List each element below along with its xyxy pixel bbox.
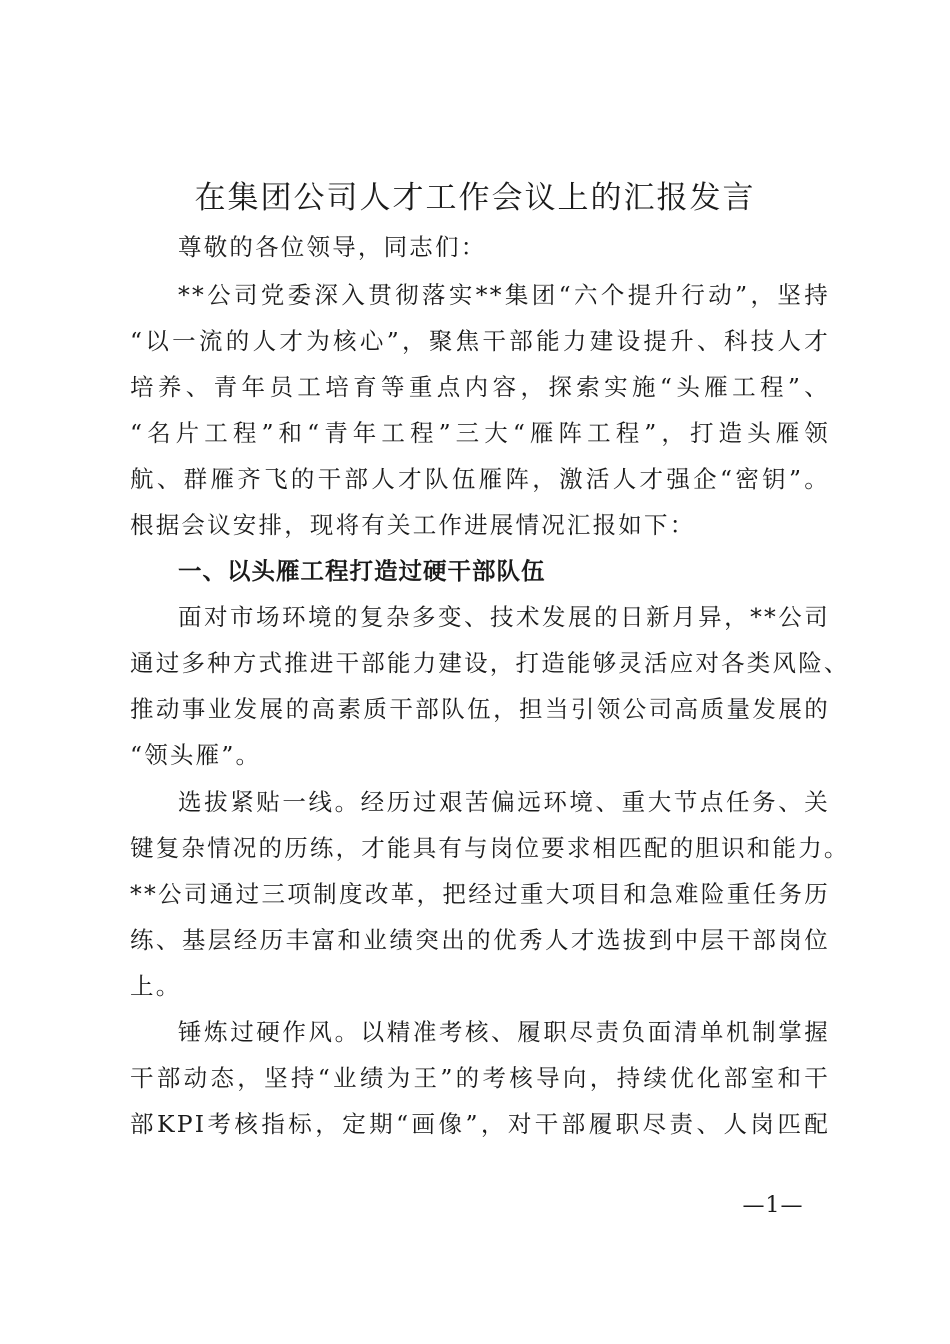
paragraph-3-line-3: **公司通过三项制度改革，把经过重大项目和急难险重任务历: [130, 880, 830, 908]
paragraph-3-line-4: 练、基层经历丰富和业绩突出的优秀人才选拔到中层干部岗位: [130, 926, 830, 954]
paragraph-3-line-5: 上。: [130, 972, 182, 1000]
paragraph-2-line-4: “领头雁”。: [130, 741, 262, 769]
salutation: 尊敬的各位领导，同志们：: [178, 233, 487, 261]
document-title: 在集团公司人才工作会议上的汇报发言: [194, 180, 756, 216]
paragraph-3-line-1: 选拔紧贴一线。经历过艰苦偏远环境、重大节点任务、关: [178, 788, 830, 816]
paragraph-4-line-2: 干部动态，坚持“业绩为王”的考核导向，持续优化部室和干: [130, 1064, 830, 1092]
paragraph-1-line-3: 培养、青年员工培育等重点内容，探索实施“头雁工程”、: [130, 373, 830, 401]
paragraph-2-line-1: 面对市场环境的复杂多变、技术发展的日新月异，**公司: [178, 603, 830, 631]
paragraph-4-line-1: 锤炼过硬作风。以精准考核、履职尽责负面清单机制掌握: [178, 1018, 830, 1046]
paragraph-4-line-3: 部KPI考核指标，定期“画像”，对干部履职尽责、人岗匹配: [130, 1110, 830, 1138]
paragraph-1-line-4: “名片工程”和“青年工程”三大“雁阵工程”，打造头雁领: [130, 419, 830, 447]
paragraph-1-line-6: 根据会议安排，现将有关工作进展情况汇报如下：: [130, 511, 696, 539]
section-1-heading: 一、以头雁工程打造过硬干部队伍: [178, 557, 546, 585]
paragraph-1-line-1: **公司党委深入贯彻落实**集团“六个提升行动”，坚持: [178, 281, 830, 309]
paragraph-3-line-2: 键复杂情况的历练，才能具有与岗位要求相匹配的胆识和能力。: [130, 834, 850, 862]
paragraph-2-line-2: 通过多种方式推进干部能力建设，打造能够灵活应对各类风险、: [130, 649, 850, 677]
paragraph-2-line-3: 推动事业发展的高素质干部队伍，担当引领公司高质量发展的: [130, 695, 830, 723]
page-number: —1—: [742, 1193, 804, 1218]
paragraph-1-line-5: 航、群雁齐飞的干部人才队伍雁阵，激活人才强企“密钥”。: [130, 465, 830, 493]
paragraph-1-line-2: “以一流的人才为核心”，聚焦干部能力建设提升、科技人才: [130, 327, 830, 355]
